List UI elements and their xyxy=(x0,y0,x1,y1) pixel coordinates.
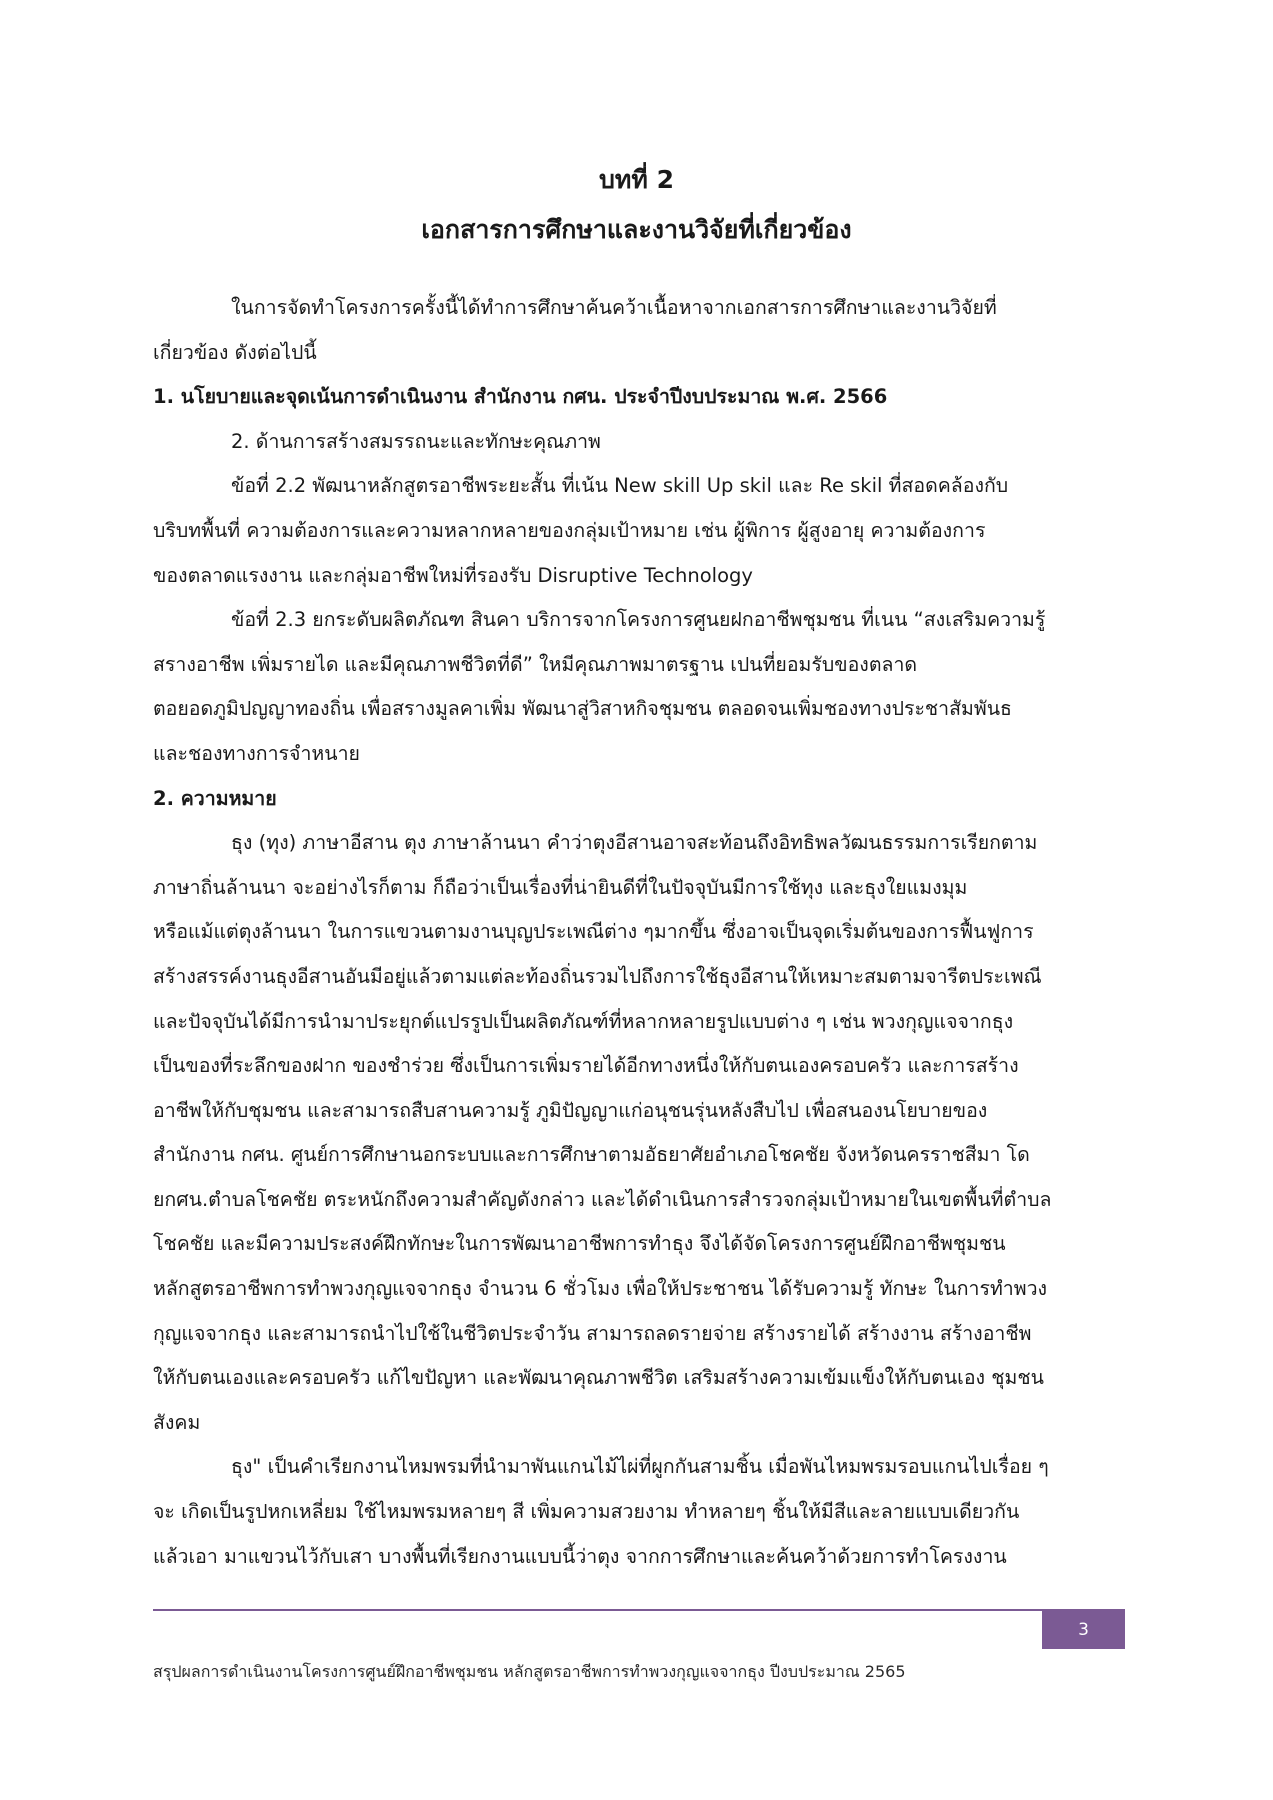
text-line: ของตลาดแรงงาน และกลุ่มอาชีพใหม่ที่รองรับ Disruptive Technology xyxy=(153,563,753,587)
text-line: ตอยอดภูมิปญญาทองถิ่น เพื่อสรางมูลคาเพิ่ม พัฒนาสู่วิสาหกิจชุมชน ตลอดจนเพิ่มชองทางประชาสัมพันธ xyxy=(153,697,1012,721)
text-line: ยกศน.ตำบลโชคชัย ตระหนักถึงความสำคัญดังกล่าว และได้ดำเนินการสำรวจกลุ่มเป้าหมายในเขตพื้นที่ตำบล xyxy=(153,1187,1052,1211)
text-line: ให้กับตนเองและครอบครัว แก้ไขปัญหา และพัฒนาคุณภาพชีวิต เสริมสร้างความเข้มแข็งให้กับตนเอง ชุมชน xyxy=(153,1366,1044,1390)
chapter-number: บทที่ 2 xyxy=(599,165,674,194)
text-line: บริบทพื้นที่ ความต้องการและความหลากหลายของกลุ่มเป้าหมาย เช่น ผู้พิการ ผู้สูงอายุ ความต้องการ xyxy=(153,518,986,542)
text-line: ข้อที่ 2.2 พัฒนาหลักสูตรอาชีพระยะสั้น ที่เน้น New skill Up skil และ Re skil ที่สอดคล้องกับ xyxy=(231,474,1009,498)
footer-rule xyxy=(153,1609,1125,1611)
text-line: ธุง" เป็นคำเรียกงานไหมพรมที่นำมาพันแกนไม้ไผ่ที่ผูกกันสามชิ้น เมื่อพันไหมพรมรอบแกนไปเรื่อย ๆ xyxy=(231,1455,1049,1479)
text-line: และปัจจุบันได้มีการนำมาประยุกต์แปรรูปเป็นผลิตภัณฑ์ที่หลากหลายรูปแบบต่าง ๆ เช่น พวงกุญแจจากธุง xyxy=(153,1009,1014,1033)
text-line: สร้างสรรค์งานธุงอีสานอันมีอยู่แล้วตามแต่ละท้องถิ่นรวมไปถึงการใช้ธุงอีสานให้เหมาะสมตามจารีตประเพณี xyxy=(153,964,1042,988)
text-line: โชคชัย และมีความประสงค์ฝึกทักษะในการพัฒนาอาชีพการทำธุง จึงได้จัดโครงการศูนย์ฝึกอาชีพชุมชน xyxy=(153,1232,1006,1256)
page-number: 3 xyxy=(1042,1611,1125,1649)
text-line: ภาษาถิ่นล้านนา จะอย่างไรก็ตาม ก็ถือว่าเป็นเรื่องที่น่ายินดีที่ในปัจจุบันมีการใช้ทุง และธุงใยแมงมุม xyxy=(153,875,968,899)
text-line: จะ เกิดเป็นรูปหกเหลี่ยม ใช้ไหมพรมหลายๆ สี เพิ่มความสวยงาม ทำหลายๆ ชิ้นให้มีสีและลายแบบเดียวกัน xyxy=(153,1500,1020,1524)
text-line: อาชีพให้กับชุมชน และสามารถสืบสานความรู้ ภูมิปัญญาแก่อนุชนรุ่นหลังสืบไป เพื่อสนองนโยบายของ xyxy=(153,1098,988,1122)
text-line: หรือแม้แต่ตุงล้านนา ในการแขวนตามงานบุญประเพณีต่าง ๆมากขึ้น ซึ่งอาจเป็นจุดเริ่มต้นของการฟื้นฟูการ xyxy=(153,920,1034,944)
text-line: ธุง (ทุง) ภาษาอีสาน ตุง ภาษาล้านนา คำว่าตุงอีสานอาจสะท้อนถึงอิทธิพลวัฒนธรรมการเรียกตาม xyxy=(231,831,1038,855)
text-line: เป็นของที่ระลึกของฝาก ของชำร่วย ซึ่งเป็นการเพิ่มรายได้อีกทางหนึ่งให้กับตนเองครอบครัว และการสร้าง xyxy=(153,1054,1019,1078)
text-line: เกี่ยวข้อง ดังต่อไปนี้ xyxy=(153,340,317,364)
text-line: สำนักงาน กศน. ศูนย์การศึกษานอกระบบและการศึกษาตามอัธยาศัยอำเภอโชคชัย จังหวัดนครราชสีมา โด xyxy=(153,1143,1030,1167)
body-text xyxy=(153,286,1125,1579)
text-line: กุญแจจากธุง และสามารถนำไปใช้ในชีวิตประจำวัน สามารถลดรายจ่าย สร้างรายได้ สร้างงาน สร้างอาชีพ xyxy=(153,1321,1032,1345)
text-line: และชองทางการจำหนาย xyxy=(153,741,360,765)
chapter-title: เอกสารการศึกษาและงานวิจัยที่เกี่ยวข้อง xyxy=(421,215,852,244)
footer-text: สรุปผลการดำเนินงานโครงการศูนย์ฝึกอาชีพชุมชน หลักสูตรอาชีพการทำพวงกุญแจจากธุง ปีงบประมาณ 2565 xyxy=(153,1662,906,1681)
text-line: ข้อที่ 2.3 ยกระดับผลิตภัณฑ สินคา บริการจากโครงการศูนยฝกอาชีพชุมชน ที่เนน “สงเสริมความรู้ xyxy=(231,608,1046,632)
text-line: ในการจัดทำโครงการครั้งนี้ได้ทำการศึกษาค้นคว้าเนื้อหาจากเอกสารการศึกษาและงานวิจัยที่ xyxy=(231,296,997,319)
text-line: สังคม xyxy=(153,1410,201,1434)
section-heading: 1. นโยบายและจุดเน้นการดำเนินงาน สำนักงาน กศน. ประจำปีงบประมาณ พ.ศ. 2566 xyxy=(153,385,888,409)
text-line: สรางอาชีพ เพิ่มรายได และมีคุณภาพชีวิตที่ดี” ใหมีคุณภาพมาตรฐาน เปนที่ยอมรับของตลาด xyxy=(153,652,918,676)
section-heading: 2. ความหมาย xyxy=(153,786,277,810)
text-line: 2. ด้านการสร้างสมรรถนะและทักษะคุณภาพ xyxy=(231,429,601,453)
text-line: แล้วเอา มาแขวนไว้กับเสา บางพื้นที่เรียกงานแบบนี้ว่าตุง จากการศึกษาและค้นคว้าด้วยการทำโครงงาน xyxy=(153,1544,1007,1568)
text-line: หลักสูตรอาชีพการทำพวงกุญแจจากธุง จำนวน 6 ชั่วโมง เพื่อให้ประชาชน ได้รับความรู้ ทักษะ ในการทำพวง xyxy=(153,1277,1048,1301)
